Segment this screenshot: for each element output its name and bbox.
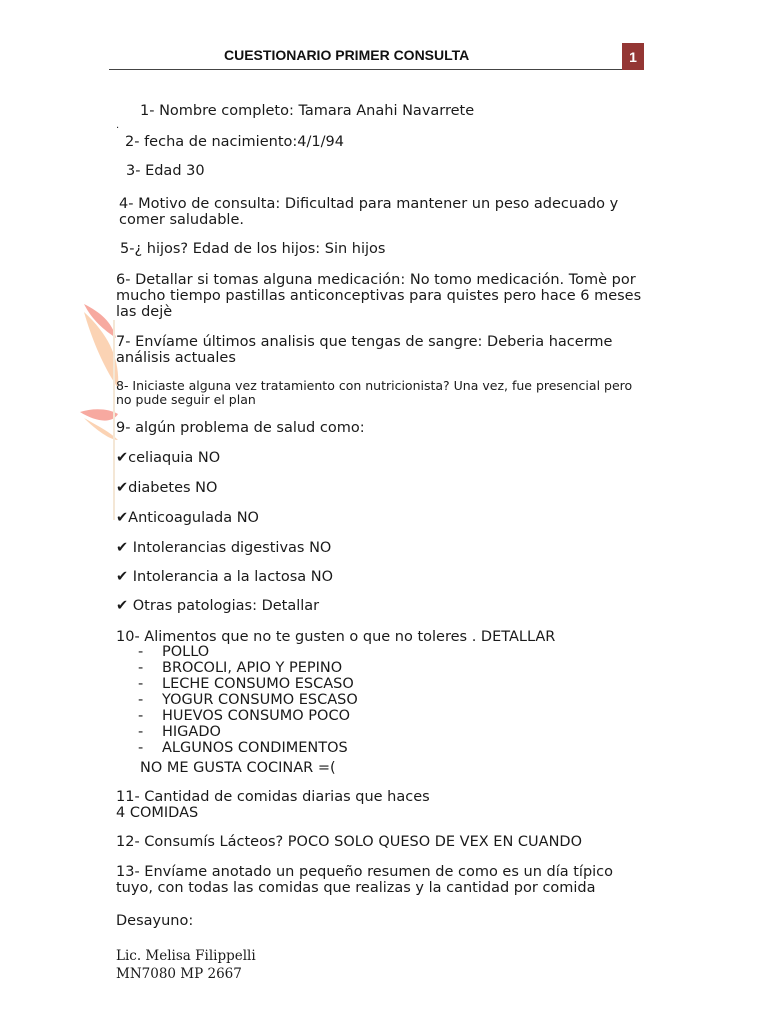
health-item: ✔ Otras patologias: Detallar — [116, 598, 320, 614]
nutritionist-name: Lic. Melisa Filippelli — [116, 948, 256, 964]
question-1: 1- Nombre completo: Tamara Anahi Navarrete — [140, 103, 475, 119]
footer-signature — [116, 947, 256, 983]
breakfast-label: Desayuno: — [116, 913, 194, 929]
question-13: 13- Envíame anotado un pequeño resumen de como es un día típico tuyo, con todas las comidas que realizas y la cantidad por comida — [116, 864, 614, 896]
petal-peach-bottom — [84, 418, 118, 440]
question-3: 3- Edad 30 — [126, 163, 205, 179]
header-divider — [109, 69, 623, 70]
health-item: ✔ Intolerancia a la lactosa NO — [116, 569, 334, 585]
list-item: - LECHE CONSUMO ESCASO — [138, 676, 354, 692]
question-9: 9- algún problema de salud como: — [116, 420, 365, 436]
health-item: ✔diabetes NO — [116, 480, 218, 496]
health-item: ✔ Intolerancias digestivas NO — [116, 540, 332, 556]
question-6: 6- Detallar si tomas alguna medicación: No tomo medicación. Tomè por mucho tiempo pastillas anticonceptivas para quistes pero hace 6 meses las dejè — [116, 272, 642, 320]
list-item: - BROCOLI, APIO Y PEPINO — [138, 660, 343, 676]
page-number-badge: 1 — [622, 43, 644, 70]
question-5: 5-¿ hijos? Edad de los hijos: Sin hijos — [120, 241, 386, 257]
decorative-petals — [0, 0, 130, 520]
question-7: 7- Envíame últimos analisis que tengas de sangre: Deberia hacerme análisis actuales — [116, 334, 613, 366]
health-item: ✔celiaquia NO — [116, 450, 221, 466]
list-item: - HIGADO — [138, 724, 221, 740]
license-numbers: MN7080 MP 2667 — [116, 966, 242, 982]
disliked-foods-list — [138, 644, 358, 756]
question-2: 2- fecha de nacimiento:4/1/94 — [125, 134, 344, 150]
list-item: - ALGUNOS CONDIMENTOS — [138, 740, 348, 756]
question-4: 4- Motivo de consulta: Dificultad para mantener un peso adecuado y comer saludable. — [119, 196, 619, 228]
petal-pink-bottom — [80, 409, 118, 420]
question-10: 10- Alimentos que no te gusten o que no toleres . DETALLAR — [116, 629, 556, 645]
stray-dot: . — [116, 120, 120, 131]
health-item: ✔Anticoagulada NO — [116, 510, 259, 526]
cooking-note: NO ME GUSTA COCINAR =( — [140, 760, 336, 776]
list-item: - HUEVOS CONSUMO POCO — [138, 708, 350, 724]
list-item: - POLLO — [138, 644, 210, 660]
question-11: 11- Cantidad de comidas diarias que haces — [116, 789, 430, 805]
list-item: - YOGUR CONSUMO ESCASO — [138, 692, 358, 708]
question-12: 12- Consumís Lácteos? POCO SOLO QUESO DE VEX EN CUANDO — [116, 834, 582, 850]
question-8: 8- Iniciaste alguna vez tratamiento con nutricionista? Una vez, fue presencial pero no pude seguir el plan — [116, 378, 633, 407]
document-title: CUESTIONARIO PRIMER CONSULTA — [224, 47, 470, 63]
question-11-answer: 4 COMIDAS — [116, 805, 199, 821]
